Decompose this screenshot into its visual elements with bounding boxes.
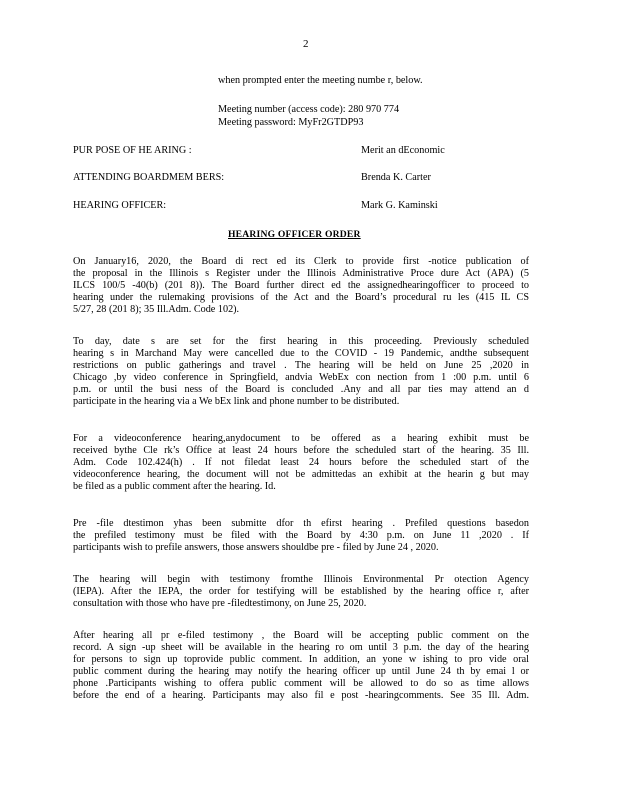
paragraph-line: Pre -file dtestimon yhas been submitte dfor th efirst hearing . Prefiled questions basedon [73,518,529,529]
paragraph-line: participate in the hearing via a We bEx link and phone number to be distributed. [73,396,400,408]
paragraph-line: record. A sign -up sheet will be available in the hearing ro om until 3 p.m. the day of the hearing [73,642,529,654]
paragraph-line: ILCS 100/5 -40(b) (201 8)). The Board further direct ed the assignedhearingofficer to proceed to [73,280,529,292]
paragraph-line: On January16, 2020, the Board di rect ed its Clerk to provide first -notice publication of [73,256,529,267]
attending-members-label: ATTENDING BOARDMEM BERS: [73,172,225,183]
paragraph-line: the prefiled testimony must be filed with the Board by 4:30 p.m. on June 11 ,2020 . If [73,530,529,542]
intro-line-1: when prompted enter the meeting numbe r, below. [218,75,423,86]
paragraph-4 [73,518,529,554]
paragraph-line: for persons to sign up toprovide public comment. In addition, an yone w ishing to pro vide oral [73,654,529,666]
paragraph-line: received bythe Cle rk’s Office at least 24 hours before the scheduled start of the hearing. 35 Ill. [73,445,529,457]
paragraph-line: Adm. Code 102.424(h) . If not filedat least 24 hours before the scheduled start of the [73,457,529,469]
paragraph-6 [73,630,529,703]
attending-members-value: Brenda K. Carter [361,172,431,183]
paragraph-3 [73,433,529,493]
paragraph-line: After hearing all pr e-filed testimony , the Board will be accepting public comment on the [73,630,529,641]
paragraph-5 [73,574,529,610]
paragraph-line: p.m. or until the busi ness of the Board is concluded .Any and all par ties may attend an d [73,384,529,396]
paragraph-line: (IEPA). After the IEPA, the order for testifying will be established by the hearing office r, after [73,586,529,598]
purpose-value: Merit an dEconomic [361,145,445,156]
paragraph-line: Chicago ,by video conference in Springfield, andvia WebEx con nection from 1 :00 p.m. until 6 [73,372,529,384]
paragraph-line: 5/27, 28 (201 8); 35 Ill.Adm. Code 102). [73,304,240,316]
paragraph-line: be filed as a public comment after the hearing. Id. [73,481,276,493]
paragraph-line: hearing under the rulemaking provisions of the Act and the Board’s procedural ru les (415 IL CS [73,292,529,304]
meeting-number-line: Meeting number (access code): 280 970 774 [218,104,400,115]
order-title: HEARING OFFICER ORDER [228,229,361,240]
paragraph-2 [73,336,529,409]
hearing-officer-value: Mark G. Kaminski [361,200,438,211]
hearing-officer-label: HEARING OFFICER: [73,200,167,211]
paragraph-line: videoconference hearing, the document will not be admittedas an exhibit at the hearin g but may [73,469,529,481]
paragraph-line: participants wish to prefile answers, those answers shouldbe pre - filed by June 24 , 2020. [73,542,439,554]
paragraph-line: before the end of a hearing. Participants may also fil e post -hearingcomments. See 35 Ill. Adm. [73,690,529,702]
paragraph-line: The hearing will begin with testimony fromthe Illinois Environmental Pr otection Agency [73,574,529,585]
paragraph-line: To day, date s are set for the first hearing in this proceeding. Previously scheduled [73,336,529,347]
paragraph-line: restrictions on public gatherings and travel . The hearing will be held on June 25 ,2020 in [73,360,529,372]
purpose-label: PUR POSE OF HE ARING : [73,145,192,156]
paragraph-line: the proposal in the Illinois s Register under the Illinois Administrative Proce dure Act (APA) (5 [73,268,529,280]
paragraph-line: hearing s in Marchand May were cancelled due to the COVID - 19 Pandemic, andthe subsequent [73,348,529,360]
paragraph-line: phone .Participants wishing to offera public comment will be allowed to do so as time allows [73,678,529,690]
paragraph-line: For a videoconference hearing,anydocument to be offered as a hearing exhibit must be [73,433,529,444]
page-number: 2 [303,38,309,50]
paragraph-1 [73,256,529,316]
paragraph-line: public comment during the hearing may notify the hearing officer up until June 24 th by emai l or [73,666,529,678]
paragraph-line: consultation with those who have pre -filedtestimony, on June 25, 2020. [73,598,367,610]
meeting-password-line: Meeting password: MyFr2GTDP93 [218,117,364,128]
